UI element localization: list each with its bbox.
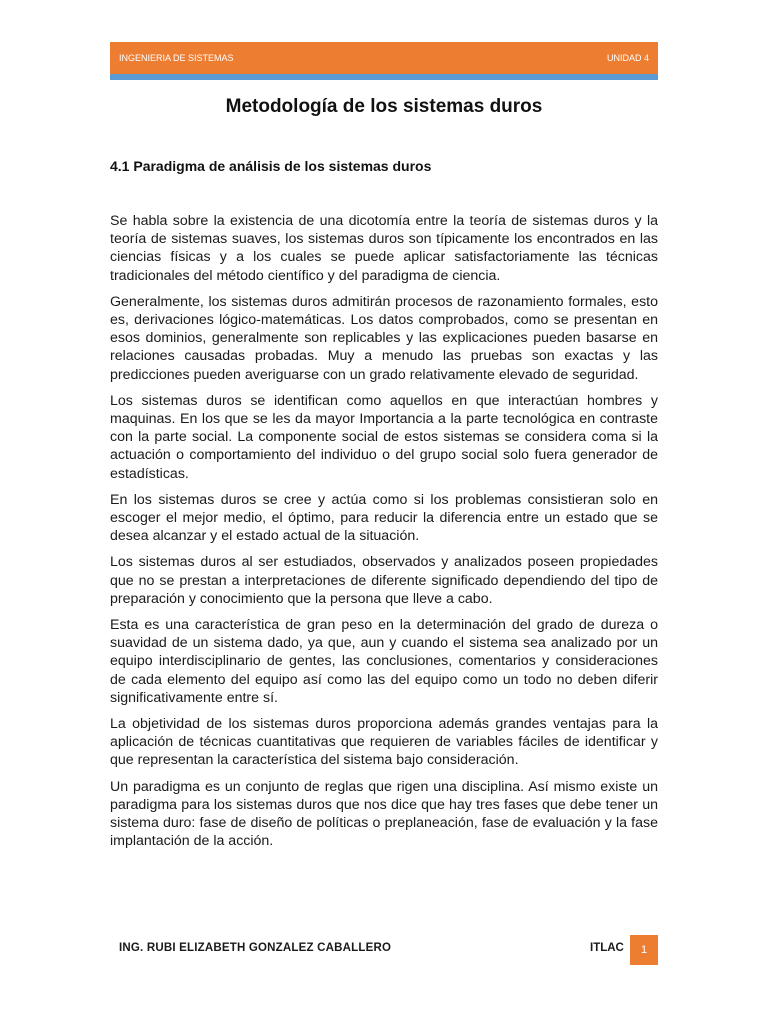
paragraph: Un paradigma es un conjunto de reglas que rigen una disciplina. Así mismo existe un paradigma para los sistemas duros que nos dice que hay tres fases que debe tener un sistema duro: fase de diseño de políticas o preplaneación, fase de evaluación y la fase implantación de la acción.: [110, 778, 658, 850]
header-divider: [110, 74, 658, 80]
page-number: 1: [640, 944, 648, 956]
paragraph: Los sistemas duros se identifican como aquellos en que interactúan hombres y maquinas. En los que se les da mayor Importancia a la parte tecnológica en contraste con la parte social. La componente social de estos sistemas se considera coma si la actuación o comportamiento del individuo o del grupo social solo fuera generador de estadísticas.: [110, 392, 658, 482]
footer-institution: ITLAC: [590, 942, 624, 954]
header-unit-label: UNIDAD 4: [606, 53, 649, 63]
body-text: [110, 212, 658, 859]
paragraph: Generalmente, los sistemas duros admitirán procesos de razonamiento formales, esto es, derivaciones lógico-matemáticas. Los datos comprobados, como se presentan en esos dominios, generalmente son replicables y las explicaciones pueden basarse en relaciones causadas probadas. Muy a menudo las pruebas son exactas y las predicciones pueden averiguarse con un grado relativamente elevado de seguridad.: [110, 293, 658, 383]
header-course-label: INGENIERIA DE SISTEMAS: [119, 53, 234, 63]
document-title: Metodología de los sistemas duros: [225, 96, 543, 117]
section-heading: 4.1 Paradigma de análisis de los sistemas duros: [110, 158, 432, 174]
paragraph: En los sistemas duros se cree y actúa como si los problemas consistieran solo en escoger el mejor medio, el óptimo, para reducir la diferencia entre un estado que se desea alcanzar y el estado actual de la situación.: [110, 491, 658, 545]
paragraph: Esta es una característica de gran peso en la determinación del grado de dureza o suavidad de un sistema dado, ya que, aun y cuando el sistema sea analizado por un equipo interdisciplinario de gentes, las conclusiones, comentarios y consideraciones de cada elemento del equipo así como las del equipo como un todo no deben diferir significativamente entre sí.: [110, 617, 658, 706]
paragraph: Los sistemas duros al ser estudiados, observados y analizados poseen propiedades que no se prestan a interpretaciones de diferente significado dependiendo del tipo de preparación y conocimiento que la persona que lleve a cabo.: [110, 554, 658, 607]
page-number-badge: [630, 935, 658, 965]
page-header: [110, 42, 658, 74]
footer-author: ING. RUBI ELIZABETH GONZALEZ CABALLERO: [119, 942, 392, 954]
paragraph: Se habla sobre la existencia de una dicotomía entre la teoría de sistemas duros y la teoría de sistemas suaves, los sistemas duros son típicamente los encontrados en las ciencias físicas y a los cuales se puede aplicar satisfactoriamente las técnicas tradicionales del método científico y del paradigma de ciencia.: [110, 213, 658, 284]
paragraph: La objetividad de los sistemas duros proporciona además grandes ventajas para la aplicación de técnicas cuantitativas que requieren de variables fáciles de identificar y que representan la característica del sistema bajo consideración.: [110, 716, 658, 769]
